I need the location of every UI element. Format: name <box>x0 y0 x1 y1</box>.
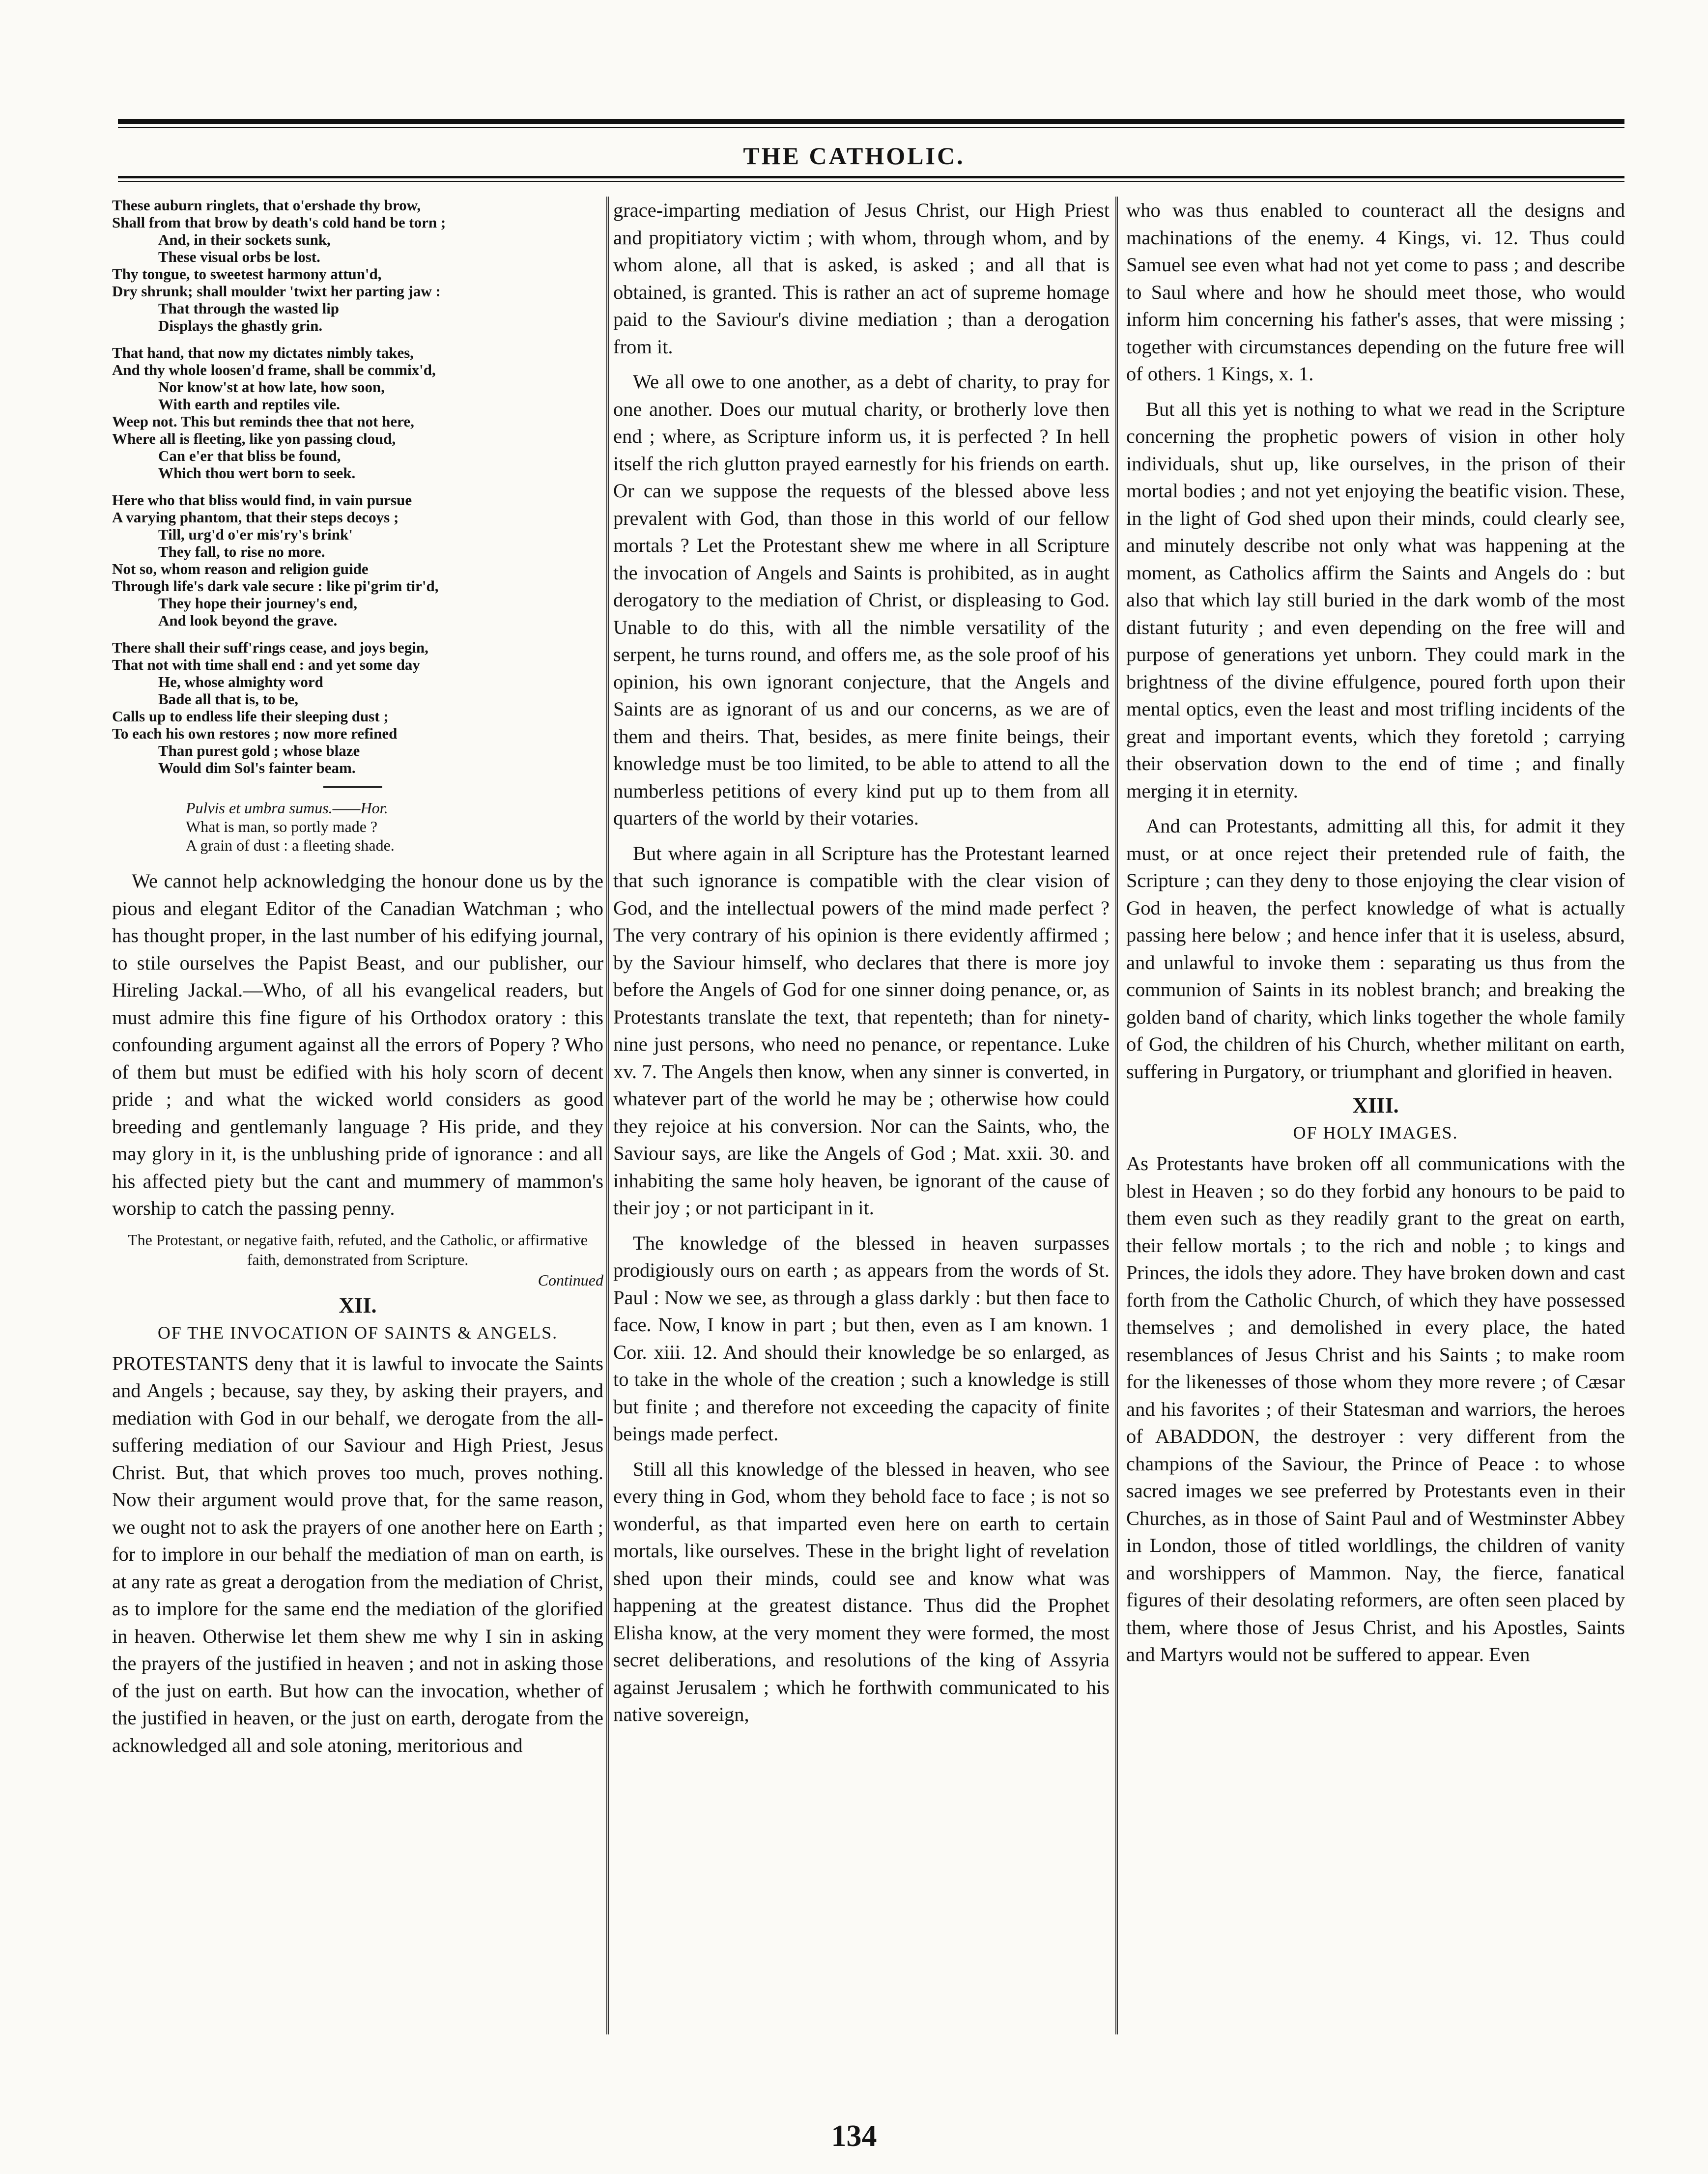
poem-line: Calls up to endless life their sleeping dust ; <box>112 708 389 725</box>
header-rule-thin <box>118 127 1624 128</box>
running-head: THE CATHOLIC. <box>743 142 965 170</box>
poem-line: Thy tongue, to sweetest harmony attun'd, <box>112 265 382 283</box>
poem-line: Can e'er that bliss be found, <box>158 447 341 464</box>
poem-line: That not with time shall end : and yet some day <box>112 656 420 673</box>
series-notice: The Protestant, or negative faith, refuted, and the Catholic, or affirmative faith, demonstrated from Scripture. <box>128 1230 588 1268</box>
poem-line: And look beyond the grave. <box>158 612 338 629</box>
poem-stanza-2 <box>112 344 603 482</box>
article-paragraph: But where again in all Scripture has the Protestant learned that such ignorance is compatible with the clear vision of God, and the intellectual powers of the mind made perfect ? The very contrary of his opinion is there evidently affirmed ; by the Saviour himself, who declares that there is more joy before the Angels of God for one sinner doing penance, or, as Protestants translate the text, that repenteth; than for ninety-nine just persons, who need no penance, or repentance. Luke xv. 7. The Angels then know, when any sinner is converted, in whatever part of the world he may be ; otherwise how could they rejoice at his conversion. Nor can the Saints, who, the Saviour says, are like the Angels of God ; Mat. xxii. 30. and inhabiting the same holy heaven, be ignorant of the cause of their joy ; or not participant in it. <box>613 842 1110 1219</box>
column-3 <box>1126 197 1625 2044</box>
header-rule-bottom <box>118 176 1624 178</box>
poem-line: Here who that bliss would find, in vain pursue <box>112 491 412 509</box>
poem-line: Than purest gold ; whose blaze <box>158 742 360 759</box>
poem-line: Not so, whom reason and religion guide <box>112 560 369 577</box>
poem-line: Where all is fleeting, like yon passing cloud, <box>112 430 396 447</box>
section-number-12: XII. <box>339 1293 377 1317</box>
poem-line: They hope their journey's end, <box>158 595 358 612</box>
poem-line: Till, urg'd o'er mis'ry's brink' <box>158 526 353 543</box>
poem-stanza-3 <box>112 491 603 629</box>
poem-line: A varying phantom, that their steps decoys ; <box>112 509 399 526</box>
poem-line: Which thou wert born to seek. <box>158 464 356 482</box>
article-paragraph: PROTESTANTS deny that it is lawful to invocate the Saints and Angels ; because, say they, by asking their prayers, and mediation with God in our behalf, we derogate from the all-suffering mediation of our Saviour and High Priest, Jesus Christ. But, that which proves too much, proves nothing. Now their argument would prove that, for the same reason, we ought not to ask the prayers of one another here on Earth ; for to implore in our behalf the mediation of man on earth, is at any rate as great a derogation from the mediation of Christ, as to implore for the same end the mediation of the glorified in heaven. Otherwise let them shew me why I sin in asking the prayers of the justified in heaven ; and not in asking those of the just on earth. But how can the invocation, whether of the justified in heaven, or the just on earth, derogate from the acknowledged all and sole atoning, meritorious and <box>112 1352 603 1756</box>
poem-line: Weep not. This but reminds thee that not here, <box>112 413 414 430</box>
poem-separator <box>323 786 382 788</box>
poem-line: These auburn ringlets, that o'ershade thy brow, <box>112 197 421 214</box>
poem-line: And, in their sockets sunk, <box>158 231 331 248</box>
section-title-12: OF THE INVOCATION OF SAINTS & ANGELS. <box>157 1322 558 1343</box>
article-paragraph: And can Protestants, admitting all this, for admit it they must, or at once reject their pretended rule of faith, the Scripture ; can they deny to those enjoying the clear vision of God in heaven, the perfect knowledge of what is actually passing here below ; and hence infer that it is useless, absurd, and unlawful to invoke them : separating us thus from the communion of Saints in its noblest branch; and breaking the golden band of charity, which links together the whole family of God, the children of his Church, whether militant on earth, suffering in Purgatory, or triumphant and glorified in heaven. <box>1126 815 1625 1083</box>
article-paragraph: The knowledge of the blessed in heaven surpasses prodigiously ours on earth ; as appears from the words of St. Paul : Now we see, as through a glass darkly : but then face to face. Now, I know in part ; but then, even as I am known. 1 Cor. xiii. 12. And should their knowledge be so enlarged, as to take in the whole of the creation ; such a knowledge is still but finite ; and therefore not exceeding the capacity of finite beings made perfect. <box>613 1231 1110 1445</box>
article-paragraph: As Protestants have broken off all communications with the blest in Heaven ; so do they forbid any honours to be paid to them even such as they readily grant to the great on earth, their fellow mortals ; to the rich and noble ; to kings and Princes, the idols they adore. They have broken down and cast forth from the Catholic Church, of which they have possessed themselves ; and demolished in every place, the hated resemblances of Jesus Christ and his Saints ; to make room for the likenesses of those whom they more revere ; of Cæsar and his favorites ; of their Statesman and warriors, the heroes of ABADDON, the destroyer : very different from the champions of the Saviour, the Prince of Peace : to whose sacred images we see preferred by Protestants even in their Churches, as in those of Saint Paul and of Westminster Abbey in London, those of titled worldlings, the children of vanity and worshippers of Mammon. Nay, the fierce, fanatical figures of their desolating reformers, are often seen placed by them, where those of Jesus Christ, and his Apostles, Saints and Martyrs would not be suffered to appear. Even <box>1126 1152 1625 1665</box>
article-paragraph: We all owe to one another, as a debt of charity, to pray for one another. Does our mutual charity, or brotherly love then end ; where, as Scripture inform us, it is perfected ? In hell itself the rich glutton prayed earnestly for his friends on earth. Or can we suppose the requests of the blessed above less prevalent with God, than those in this world of our fellow mortals ? Let the Protestant shew me where in all Scripture the invocation of Angels and Saints is prohibited, as in aught derogatory to the mediation of Christ, or displeasing to God. Unable to do this, with all the nimble versatility of the serpent, he turns round, and offers me, as the sole proof of his opinion, his own ignorant conjecture, that the Angels and Saints are as ignorant of us and our concerns, as we are of them and theirs. That, besides, as mere finite beings, their knowledge must be too limited, to be able to attend to all the numberless petitions of every kind put up to them from all quarters of the world by their votaries. <box>613 371 1110 829</box>
poem-line: He, whose almighty word <box>158 673 323 690</box>
article-paragraph: grace-imparting mediation of Jesus Christ, our High Priest and propitiatory victim ; with whom, through whom, and by whom alone, all that is asked, is asked ; and all that is obtained, is granted. This is rather an act of supreme homage paid to the Saviour's divine mediation ; than a derogation from it. <box>613 199 1110 358</box>
motto-latin-text: Pulvis et umbra sumus.——Hor. <box>186 799 388 817</box>
poem-line: There shall their suff'rings cease, and joys begin, <box>112 639 428 656</box>
motto-english-1: What is man, so portly made ? <box>186 818 378 835</box>
poem-line: Bade all that is, to be, <box>158 690 299 708</box>
article-paragraph: But all this yet is nothing to what we read in the Scripture concerning the prophetic powers of vision in other holy individuals, shut up, like ourselves, in the prison of their mortal bodies ; and not yet enjoying the beatific vision. These, in the light of God shed upon their minds, could clearly see, and minutely describe not only what was happening at the moment, as Catholics affirm the Saints and Angels do : but also that which lay still buried in the dark womb of the most distant futurity ; and even depending on the free will and purpose of generations yet unborn. They could mark in the brightness of the divine effulgence, poured forth upon their mental optics, even the least and most trifling incidents of the great and important events, which they foretold ; carrying their observation down to the end of time ; and finally merging it in eternity. <box>1126 398 1625 802</box>
article-paragraph: Still all this knowledge of the blessed in heaven, who see every thing in God, whom they behold face to face ; is not so wonderful, as that imparted even here on earth to certain mortals, like ourselves. These in the bright light of revelation shed upon their minds, could see and know what was happening at the greatest distance. Thus did the Prophet Elisha know, at the very moment they were formed, the most secret deliberations, and resolutions of the king of Assyria against Jerusalem ; which he forthwith communicated to his native sovereign, <box>613 1458 1110 1725</box>
poem-line: Displays the ghastly grin. <box>158 317 323 334</box>
column-1 <box>112 197 603 2044</box>
column-divider-2 <box>1115 197 1118 2034</box>
poem-stanza-1 <box>112 197 603 334</box>
poem-line: Would dim Sol's fainter beam. <box>158 759 356 776</box>
continued-label: Continued <box>538 1271 603 1289</box>
poem-line: These visual orbs be lost. <box>158 248 320 265</box>
header-rule-bottom-thin <box>118 181 1624 182</box>
header-rule-thick <box>118 119 1624 124</box>
page-number: 134 <box>831 2119 877 2153</box>
poem-line: To each his own restores ; now more refined <box>112 725 398 742</box>
column-2 <box>613 197 1110 2044</box>
article-paragraph: who was thus enabled to counteract all the designs and machinations of the enemy. 4 Kings, vi. 12. Thus could Samuel see even what had not yet come to pass ; and describe to Saul where and how he should meet those, who would inform him concerning his father's asses, that were missing ; together with circumstances depending on the future free will of others. 1 Kings, x. 1. <box>1126 199 1625 385</box>
column-divider-1 <box>606 197 609 2034</box>
poem <box>112 197 603 855</box>
poem-stanza-4 <box>112 639 603 776</box>
poem-line: They fall, to rise no more. <box>158 543 325 560</box>
poem-line: With earth and reptiles vile. <box>158 396 340 413</box>
poem-line: Shall from that brow by death's cold hand be torn ; <box>112 214 446 231</box>
section-title-13: OF HOLY IMAGES. <box>1293 1123 1458 1143</box>
poem-line: Through life's dark vale secure : like pi'grim tir'd, <box>112 577 439 595</box>
motto-english-2: A grain of dust : a fleeting shade. <box>186 836 395 854</box>
poem-line: And thy whole loosen'd frame, shall be commix'd, <box>112 361 436 378</box>
section-number-13: XIII. <box>1352 1093 1399 1117</box>
motto-latin <box>112 799 603 817</box>
poem-line: That hand, that now my dictates nimbly takes, <box>112 344 414 361</box>
poem-line: Dry shrunk; shall moulder 'twixt her parting jaw : <box>112 283 441 300</box>
poem-line: That through the wasted lip <box>158 300 340 317</box>
editorial-paragraph: We cannot help acknowledging the honour done us by the pious and elegant Editor of the Canadian Watchman ; who has thought proper, in the last number of his edifying journal, to stile ourselves the Papist Beast, and our publisher, our Hireling Jackal.—Who, of all his evangelical readers, but must admire this fine figure of his Orthodox oratory : this confounding argument against all the errors of Popery ? Who of them but must be edified with his holy scorn of decent pride ; and what the wicked world considers as good breeding and gentlemanly language ? His pride, and they may glory in it, is the unblushing pride of ignorance : and all his affected piety but the cant and mummery of mammon's worship to catch the passing penny. <box>112 870 603 1219</box>
poem-line: Nor know'st at how late, how soon, <box>158 378 385 396</box>
